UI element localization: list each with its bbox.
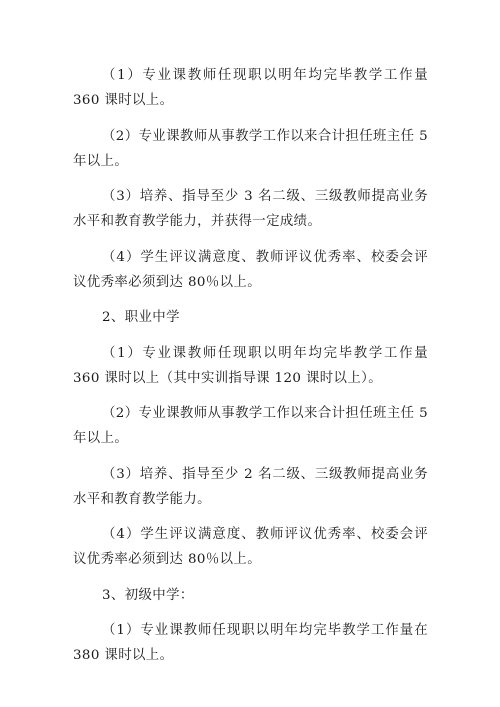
section-heading-junior-middle: 3、初级中学：	[102, 587, 194, 603]
paragraph-criterion-1: （1）专业课教师任现职以明年均完毕教学工作量 360 课时以上。	[73, 68, 428, 108]
document-body	[73, 63, 428, 679]
paragraph-vocational-criterion-4: （4）学生评议满意度、教师评议优秀率、校委会评议优秀率必须到达 80％以上。	[73, 527, 428, 567]
paragraph-criterion-2: （2）专业课教师从事教学工作以来合计担任班主任 5 年以上。	[73, 128, 428, 169]
paragraph-criterion-4: （4）学生评议满意度、教师评议优秀率、校委会评议优秀率必须到达 80％以上。	[73, 249, 428, 290]
paragraph-vocational-criterion-1: （1）专业课教师任现职以明年均完毕教学工作量 360 课时以上（其中实训指导课 120 课时以上）。	[73, 345, 428, 386]
paragraph-vocational-criterion-3: （3）培养、指导至少 2 名二级、三级教师提高业务水平和教育教学能力。	[73, 466, 428, 507]
paragraph-vocational-criterion-2: （2）专业课教师从事教学工作以来合计担任班主任 5 年以上。	[73, 406, 428, 446]
paragraph-junior-criterion-1: （1）专业课教师任现职以明年均完毕教学工作量在 380 课时以上。	[73, 623, 428, 663]
section-heading-vocational: 2、职业中学	[102, 310, 180, 325]
paragraph-criterion-3: （3）培养、指导至少 3 名二级、三级教师提高业务水平和教育教学能力，并获得一定成绩。	[73, 189, 428, 229]
